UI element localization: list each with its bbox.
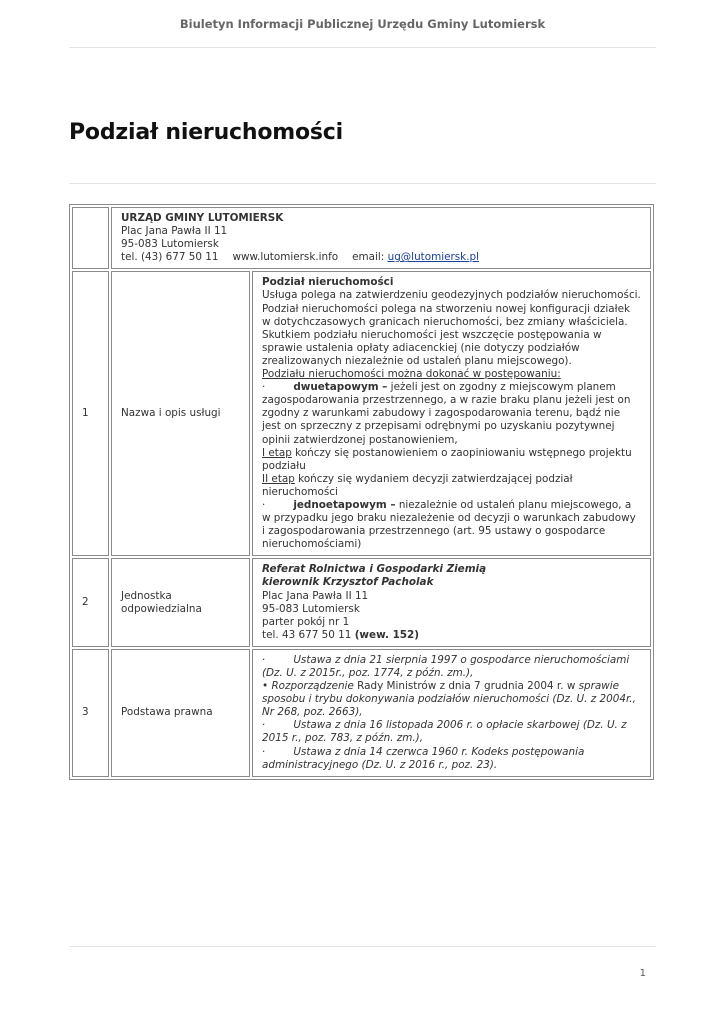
unit-street: Plac Jana Pawła II 11 <box>262 589 369 602</box>
bullet: · <box>262 653 266 666</box>
bullet: · <box>262 498 266 511</box>
law-text: Ustawa z dnia 16 listopada 2006 r. o opłacie skarbowej (Dz. U. z 2015 r., poz. 783, z późn. zm.), <box>262 719 627 745</box>
row-label: Jednostka odpowiedzialna <box>111 558 250 647</box>
title-divider <box>69 183 656 184</box>
row-number: 3 <box>72 649 109 777</box>
table-row <box>72 271 651 556</box>
page-number: 1 <box>639 968 646 979</box>
two-stage-mode <box>262 381 641 446</box>
service-description: Usługa polega na zatwierdzeniu geodezyjnych podziałów nieruchomości. Podział nieruchomości polega na stworzeniu nowej konfiguracji działek w dotychczasowych granicach nieruchomości, bez zmiany właściciela. Skutkiem podziału nieruchomości jest wszczęcie postępowania w sprawie ustalenia opłaty adiacenckiej (nie dotyczy podziałów zrealizowanych niezależnie od ustaleń planu miejscowego). <box>262 289 641 367</box>
bullet: · <box>262 381 266 394</box>
legal-basis-cell <box>252 649 651 777</box>
service-description-cell <box>252 271 651 556</box>
two-stage-label: dwuetapowym – <box>293 381 388 394</box>
unit-phone: tel. 43 677 50 11 <box>262 628 352 641</box>
unit-phone-line <box>262 629 641 642</box>
modes-intro: Podziału nieruchomości można dokonać w postępowaniu: <box>262 368 561 381</box>
office-row <box>72 207 651 269</box>
unit-name: Referat Rolnictwa i Gospodarki Ziemią <box>262 563 487 576</box>
row-number: 2 <box>72 558 109 647</box>
service-table <box>69 204 654 780</box>
office-city: 95-083 Lutomiersk <box>121 238 219 251</box>
office-name: URZĄD GMINY LUTOMIERSK <box>121 212 284 224</box>
bip-header-title: Biuletyn Informacji Publicznej Urzędu Gminy Lutomiersk <box>179 17 546 31</box>
unit-city: 95-083 Lutomiersk <box>262 602 360 615</box>
law-item <box>262 654 641 680</box>
table-row <box>72 558 651 647</box>
table-row <box>72 649 651 777</box>
one-stage-label: jednoetapowym – <box>293 498 396 511</box>
stage-two-text: kończy się wydaniem decyzji zatwierdzającej podział nieruchomości <box>262 472 573 498</box>
law-text: sprawie sposobu i trybu dokonywania podziałów nieruchomości (Dz. U. z 2004r., Nr 268, poz. 2663), <box>262 680 636 719</box>
law-text: Rady Ministrów z dnia 7 grudnia 2004 r. w <box>353 680 579 693</box>
row-label: Podstawa prawna <box>111 649 250 777</box>
law-text: Ustawa z dnia 14 czerwca 1960 r. Kodeks postępowania administracyjnego (Dz. U. z 2016 r., poz. 23). <box>262 745 585 771</box>
stage-one-label: I etap <box>262 446 292 459</box>
office-contact-cell <box>111 207 651 269</box>
bullet: · <box>262 745 266 758</box>
stage-one-text: kończy się postanowieniem o zaopiniowaniu wstępnego projektu podziału <box>262 446 632 472</box>
stage-one <box>262 447 641 473</box>
office-contact-line <box>121 251 641 264</box>
one-stage-mode <box>262 499 641 551</box>
office-email-link[interactable]: ug@lutomiersk.pl <box>387 251 479 264</box>
row-label: Nazwa i opis usługi <box>111 271 250 556</box>
office-website: www.lutomiersk.info <box>232 251 339 264</box>
row-number: 1 <box>72 271 109 556</box>
law-item <box>262 746 641 772</box>
one-stage-text: niezależnie od ustaleń planu miejscowego, a w przypadku jego braku niezależenie od decyzji o warunkach zabudowy i zagospodarowania przestrzennego (art. 95 ustawy o gospodarce nieruchomościami) <box>262 498 636 551</box>
responsible-unit-cell <box>252 558 651 647</box>
law-item <box>262 680 641 719</box>
unit-extension: (wew. 152) <box>354 628 420 641</box>
two-stage-text: jeżeli jest on zgodny z miejscowym planem zagospodarowania przestrzennego, a w razie braku planu jeżeli jest on zgodny z warunkami zabudowy i zagospodarowania terenu, bądź nie jest on sprzeczny z przepisami odrębnymi po uzyskaniu pozytywnej opinii zatwierdzonej postanowieniem, <box>262 381 631 446</box>
office-street: Plac Jana Pawła II 11 <box>121 225 228 238</box>
office-phone: tel. (43) 677 50 11 <box>121 251 219 264</box>
stage-two <box>262 473 641 499</box>
unit-room: parter pokój nr 1 <box>262 615 350 628</box>
bullet: • <box>262 680 269 693</box>
footer-divider <box>69 946 656 947</box>
page-title: Podział nieruchomości <box>69 120 343 145</box>
office-email-label: email: <box>352 251 385 264</box>
office-spacer-cell <box>72 207 109 269</box>
bullet: · <box>262 719 266 732</box>
stage-two-label: II etap <box>262 472 295 485</box>
law-text: Rozporządzenie <box>271 680 354 693</box>
header-divider <box>69 47 656 48</box>
law-text: Ustawa z dnia 21 sierpnia 1997 o gospodarce nieruchomościami (Dz. U. z 2015r., poz. 1774, z późn. zm.), <box>262 653 630 679</box>
unit-head: kierownik Krzysztof Pacholak <box>262 576 434 589</box>
service-heading: Podział nieruchomości <box>262 276 394 289</box>
law-item <box>262 719 641 745</box>
